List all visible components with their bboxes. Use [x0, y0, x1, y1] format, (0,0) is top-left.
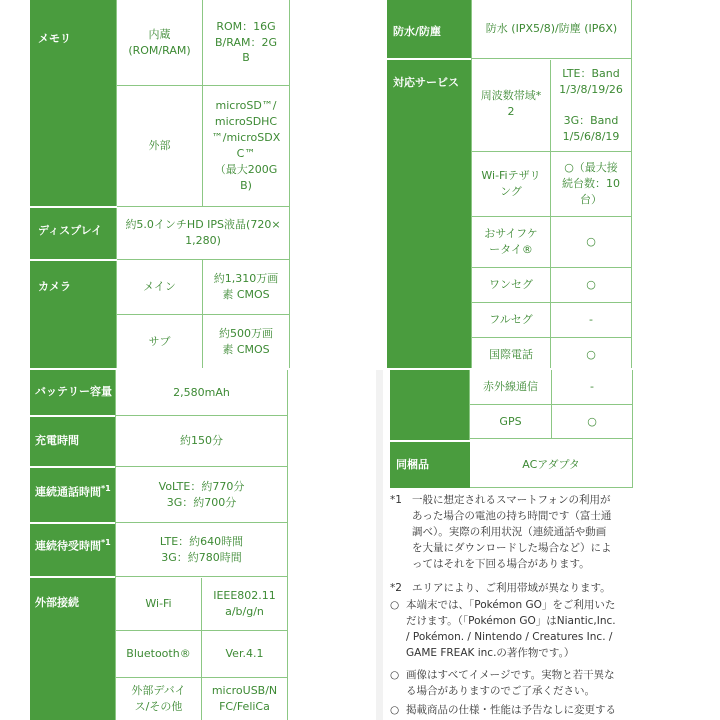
- bullet-icon: ○: [390, 599, 400, 611]
- cell-internal-label: 内蔵 (ROM/RAM): [128, 27, 191, 57]
- cell-wifi-value: IEEE802.11 a/b/g/n: [213, 588, 276, 618]
- bullet-icon: ○: [390, 704, 400, 716]
- header-bundled: 同梱品: [396, 458, 429, 471]
- cell-external-label: 外部: [148, 139, 171, 153]
- row-separator: [390, 440, 470, 442]
- footnote-text: 一般に想定されるスマートフォンの利用が あった場合の電池の持ち時間です（富士通 調べ）。実際の利用状況（連続通話や動画 を大量にダウンロードした場合など）によ ってはそれを下回る場合があります。: [412, 494, 612, 570]
- cell-tethering-label: Wi-Fiテザリ ング: [481, 169, 541, 198]
- spec-table-waterproof-services: [387, 0, 633, 369]
- quadrant-divider-vertical: [359, 0, 361, 720]
- header-talk-time: [35, 484, 111, 500]
- cell-oneseg-label: ワンセグ: [489, 278, 533, 292]
- table-border: [472, 58, 631, 59]
- row-separator: [30, 415, 115, 417]
- header-display: ディスプレイ: [38, 224, 103, 237]
- footnote-text: 掲載商品の仕様・性能は予告なしに変更する: [406, 704, 616, 716]
- cell-waterproof-value: 防水 (IPX5/8)/防塵 (IP6X): [485, 22, 618, 36]
- spec-table-battery-connectivity: [30, 370, 288, 720]
- cell-wifi-label: Wi-Fi: [145, 596, 172, 610]
- cell-battery-value: 2,580mAh: [173, 385, 230, 399]
- cell-ir-label: 赤外線通信: [483, 380, 538, 394]
- cell-fullseg-label: フルセグ: [489, 313, 533, 327]
- talk-time-label: 連続通話時間: [35, 485, 101, 499]
- table-border: [632, 370, 633, 488]
- bullet-icon: ○: [390, 669, 400, 681]
- cell-gps-value: ○: [587, 414, 597, 428]
- row-separator: [30, 259, 117, 261]
- cell-standby-value: LTE：約640時間 3G：約780時間: [159, 534, 244, 564]
- quadrant-divider-horizontal: [0, 368, 720, 370]
- table-border: [289, 0, 290, 369]
- footnote-text: 本端末では、「Pokémon GO」をご利用いた だけます。（「Pokémon GO」はNiantic,Inc. / Pokémon. / Nintendo / Creatures Inc. / GAME FREAK inc.の著作物です。）: [406, 599, 616, 659]
- footnote-text: 画像はすべてイメージです。実物と若干異な る場合がありますのでご了承ください。: [406, 669, 615, 697]
- cell-talk-value: VoLTE：約770分 3G：約700分: [158, 479, 245, 509]
- header-external-connection: 外部接続: [35, 596, 79, 609]
- row-separator: [30, 206, 117, 208]
- cell-internal-value: ROM：16G B/RAM：2G B: [215, 19, 277, 65]
- cell-intl-call-label: 国際電話: [489, 348, 533, 362]
- cell-bundled-value: ACアダプタ: [522, 457, 580, 471]
- cell-camera-main-value: 約1,310万画 素 CMOS: [213, 272, 279, 301]
- cell-display-value: 約5.0インチHD IPS液晶(720× 1,280): [125, 218, 281, 247]
- header-services: 対応サービス: [393, 76, 459, 89]
- spec-table-bundled-notes: [376, 370, 646, 720]
- header-charge-time: 充電時間: [35, 434, 79, 447]
- header-standby-time: [35, 538, 111, 554]
- header-waterproof: 防水/防塵: [393, 25, 442, 38]
- cell-ir-value: -: [590, 380, 594, 394]
- footnote-mark: *1: [101, 538, 111, 547]
- cell-camera-main-label: メイン: [143, 280, 176, 294]
- footnote-mark: *1: [390, 494, 402, 506]
- standby-time-label: 連続待受時間: [35, 539, 101, 553]
- table-border: [287, 370, 288, 720]
- row-separator: [387, 58, 472, 60]
- cell-external-value: microSD™/ microSDHC ™/microSDX C™ （最大200G B): [211, 99, 281, 192]
- cell-bands-label: 周波数帯域* 2: [480, 89, 542, 118]
- cell-bands-value: LTE：Band 1/3/8/19/26 3G：Band 1/5/6/8/19: [559, 66, 623, 144]
- cell-tethering-value: ○（最大接 続台数：10 台）: [562, 161, 620, 206]
- footnote-mark: *2: [390, 582, 402, 594]
- table-border: [470, 438, 632, 439]
- header-camera: カメラ: [38, 280, 71, 293]
- cell-camera-sub-label: サブ: [148, 334, 171, 348]
- table-border: [631, 0, 632, 369]
- cell-fullseg-value: -: [589, 313, 593, 327]
- cell-charge-value: 約150分: [180, 434, 223, 448]
- cell-other-value: microUSB/N FC/FeliCa: [211, 684, 278, 713]
- cell-camera-sub-value: 約500万画 素 CMOS: [219, 326, 273, 356]
- footnote-text: エリアにより、ご利用帯域が異なります。: [412, 582, 611, 594]
- cell-osaifu-value: ○: [586, 235, 596, 249]
- panel-edge: [376, 370, 383, 720]
- footnote-mark: *1: [101, 484, 111, 493]
- row-separator: [30, 576, 115, 578]
- cell-intl-call-value: ○: [586, 348, 596, 362]
- row-separator: [30, 466, 115, 468]
- header-column: [387, 0, 472, 369]
- cell-gps-label: GPS: [499, 414, 522, 428]
- footnotes: [390, 492, 646, 720]
- cell-osaifu-label: おサイフケ ータイ®: [484, 227, 538, 256]
- row-separator: [30, 522, 115, 524]
- cell-other-label: 外部デバイ ス/その他: [131, 684, 186, 713]
- header-memory: メモリ: [38, 32, 71, 45]
- cell-bluetooth-label: Bluetooth®: [126, 647, 191, 661]
- spec-table-memory-display-camera: [0, 0, 300, 369]
- header-battery: バッテリー容量: [35, 385, 112, 398]
- cell-bluetooth-value: Ver.4.1: [225, 647, 264, 661]
- header-column: [30, 0, 117, 369]
- cell-oneseg-value: ○: [586, 278, 596, 292]
